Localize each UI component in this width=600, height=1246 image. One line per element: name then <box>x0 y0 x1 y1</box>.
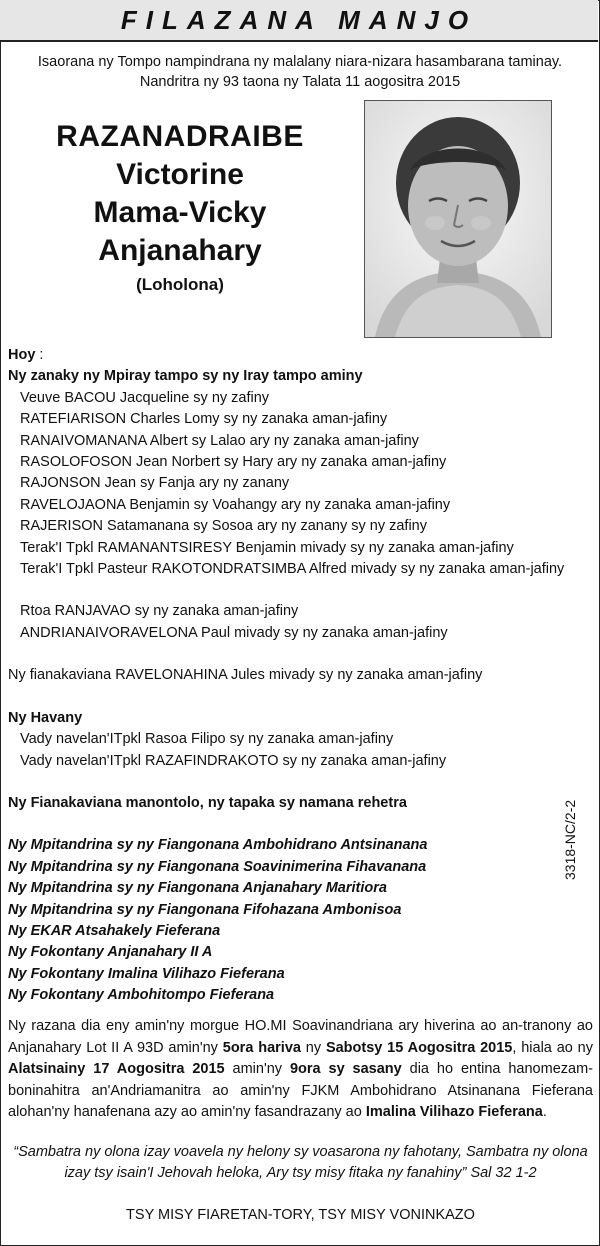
closing-text: Ny razana dia eny amin'ny morgue HO.MI Soavinandriana ary hiverina ao an-tranony ao Anjanahary Lot II A 93D amin'ny <box>8 1018 593 1056</box>
reference-code: 3318-NC/2-2 <box>562 799 578 880</box>
deceased-place: Anjanahary <box>98 234 262 267</box>
institution-line: Ny Mpitandrina sy ny Fiangonana Anjanahary Maritiora <box>8 880 387 897</box>
family-member: Rtoa RANJAVAO sy ny zanaka aman-jafiny <box>20 603 299 620</box>
closing-text: . <box>542 1104 547 1121</box>
closing-text: ny <box>300 1039 326 1056</box>
closing-text: , hiala ao ny <box>512 1039 593 1056</box>
family-member: RATEFIARISON Charles Lomy sy ny zanaka aman-jafiny <box>20 411 388 428</box>
deceased-portrait <box>364 100 552 338</box>
deceased-given-name: Victorine <box>116 158 244 191</box>
closing-bold: Imalina Vilihazo Fieferana <box>365 1104 543 1121</box>
deceased-name-block <box>10 118 350 298</box>
closing-bold: 9ora sy sasany <box>289 1061 402 1078</box>
institution-line: Ny Mpitandrina sy ny Fiangonana Fifohazana Ambonisoa <box>8 901 402 918</box>
havany-member: Vady navelan'ITpkl Rasoa Filipo sy ny zanaka aman-jafiny <box>20 731 394 748</box>
institution-line: Ny Fokontany Ambohitompo Fieferana <box>8 987 275 1004</box>
notice-title: FILAZANA MANJO <box>120 5 478 35</box>
closing-bold: Alatsinainy 17 Aogositra 2015 <box>8 1061 225 1078</box>
family-member: Terak'I Tpkl RAMANANTSIRESY Benjamin mivady sy ny zanaka aman-jafiny <box>20 539 514 556</box>
institution-line: Ny Mpitandrina sy ny Fiangonana Ambohidrano Antsinanana <box>8 837 428 854</box>
intro-line-1: Isaorana ny Tompo nampindrana ny malalany niara-nizara hasambarana taminay. <box>37 54 563 70</box>
institution-line: Ny Mpitandrina sy ny Fiangonana Soavinimerina Fihavanana <box>8 858 427 875</box>
institution-line: Ny Fokontany Anjanahary II A <box>8 944 213 961</box>
havany-heading: Ny Havany <box>8 709 83 726</box>
family-member: RAVELOJAONA Benjamin sy Voahangy ary ny zanaka aman-jafiny <box>20 496 451 513</box>
intro-text <box>10 52 590 92</box>
closing-paragraph <box>8 1016 593 1124</box>
family-member: ANDRIANAIVORAVELONA Paul mivady sy ny zanaka aman-jafiny <box>20 624 448 641</box>
family-member: RAJERISON Satamanana sy Sosoa ary ny zanany sy ny zafiny <box>20 518 427 535</box>
children-heading: Ny zanaky ny Mpiray tampo sy ny Iray tampo aminy <box>8 368 363 385</box>
intro-line-2: Nandritra ny 93 taona ny Talata 11 aogositra 2015 <box>139 74 461 90</box>
fianakaviana-line: Ny fianakaviana RAVELONAHINA Jules mivady sy ny zanaka aman-jafiny <box>8 667 483 684</box>
family-member: Terak'I Tpkl Pasteur RAKOTONDRATSIMBA Alfred mivady sy ny zanaka aman-jafiny <box>20 561 565 578</box>
havany-member: Vady navelan'ITpkl RAZAFINDRAKOTO sy ny zanaka aman-jafiny <box>20 752 447 769</box>
family-member: Veuve BACOU Jacqueline sy ny zafiny <box>20 389 270 406</box>
family-list <box>8 345 593 1007</box>
closing-bold: 5ora hariva <box>222 1039 301 1056</box>
portrait-image <box>365 101 551 337</box>
manontolo-line: Ny Fianakaviana manontolo, ny tapaka sy namana rehetra <box>8 794 407 811</box>
family-member: RASOLOFOSON Jean Norbert sy Hary ary ny zanaka aman-jafiny <box>20 454 447 471</box>
deceased-nickname: Mama-Vicky <box>93 196 267 229</box>
bible-quote: “Sambatra ny olona izay voavela ny helony sy voasarona ny fahotany, Sambatra ny olona izay tsy isain'I Jehovah heloka, Ary tsy misy fitaka ny fanahiny” Sal 32 1-2 <box>13 1144 588 1181</box>
footer-note: TSY MISY FIARETAN-TORY, TSY MISY VONINKAZO <box>126 1207 475 1223</box>
family-member: RANAIVOMANANA Albert sy Lalao ary ny zanaka aman-jafiny <box>20 432 419 449</box>
hoy-label: Hoy <box>8 347 36 363</box>
institution-line: Ny Fokontany Imalina Vilihazo Fieferana <box>8 965 285 982</box>
hoy-colon: : <box>35 347 44 363</box>
notice-header <box>0 0 598 42</box>
closing-text: amin'ny <box>224 1061 290 1078</box>
institution-line: Ny EKAR Atsahakely Fieferana <box>8 922 221 939</box>
closing-text: dia ho entina hanomezam-boninahitra an'Andriamanitra ao amin'ny FJKM Ambohidrano Atsinanana Fieferana alohan'ny hanafenana azy ao amin'ny fasandrazany ao <box>8 1061 593 1121</box>
closing-bold: Sabotsy 15 Aogositra 2015 <box>325 1039 513 1056</box>
deceased-note: (Loholona) <box>136 275 224 294</box>
family-member: RAJONSON Jean sy Fanja ary ny zanany <box>20 475 290 492</box>
deceased-surname: RAZANADRAIBE <box>56 120 304 153</box>
